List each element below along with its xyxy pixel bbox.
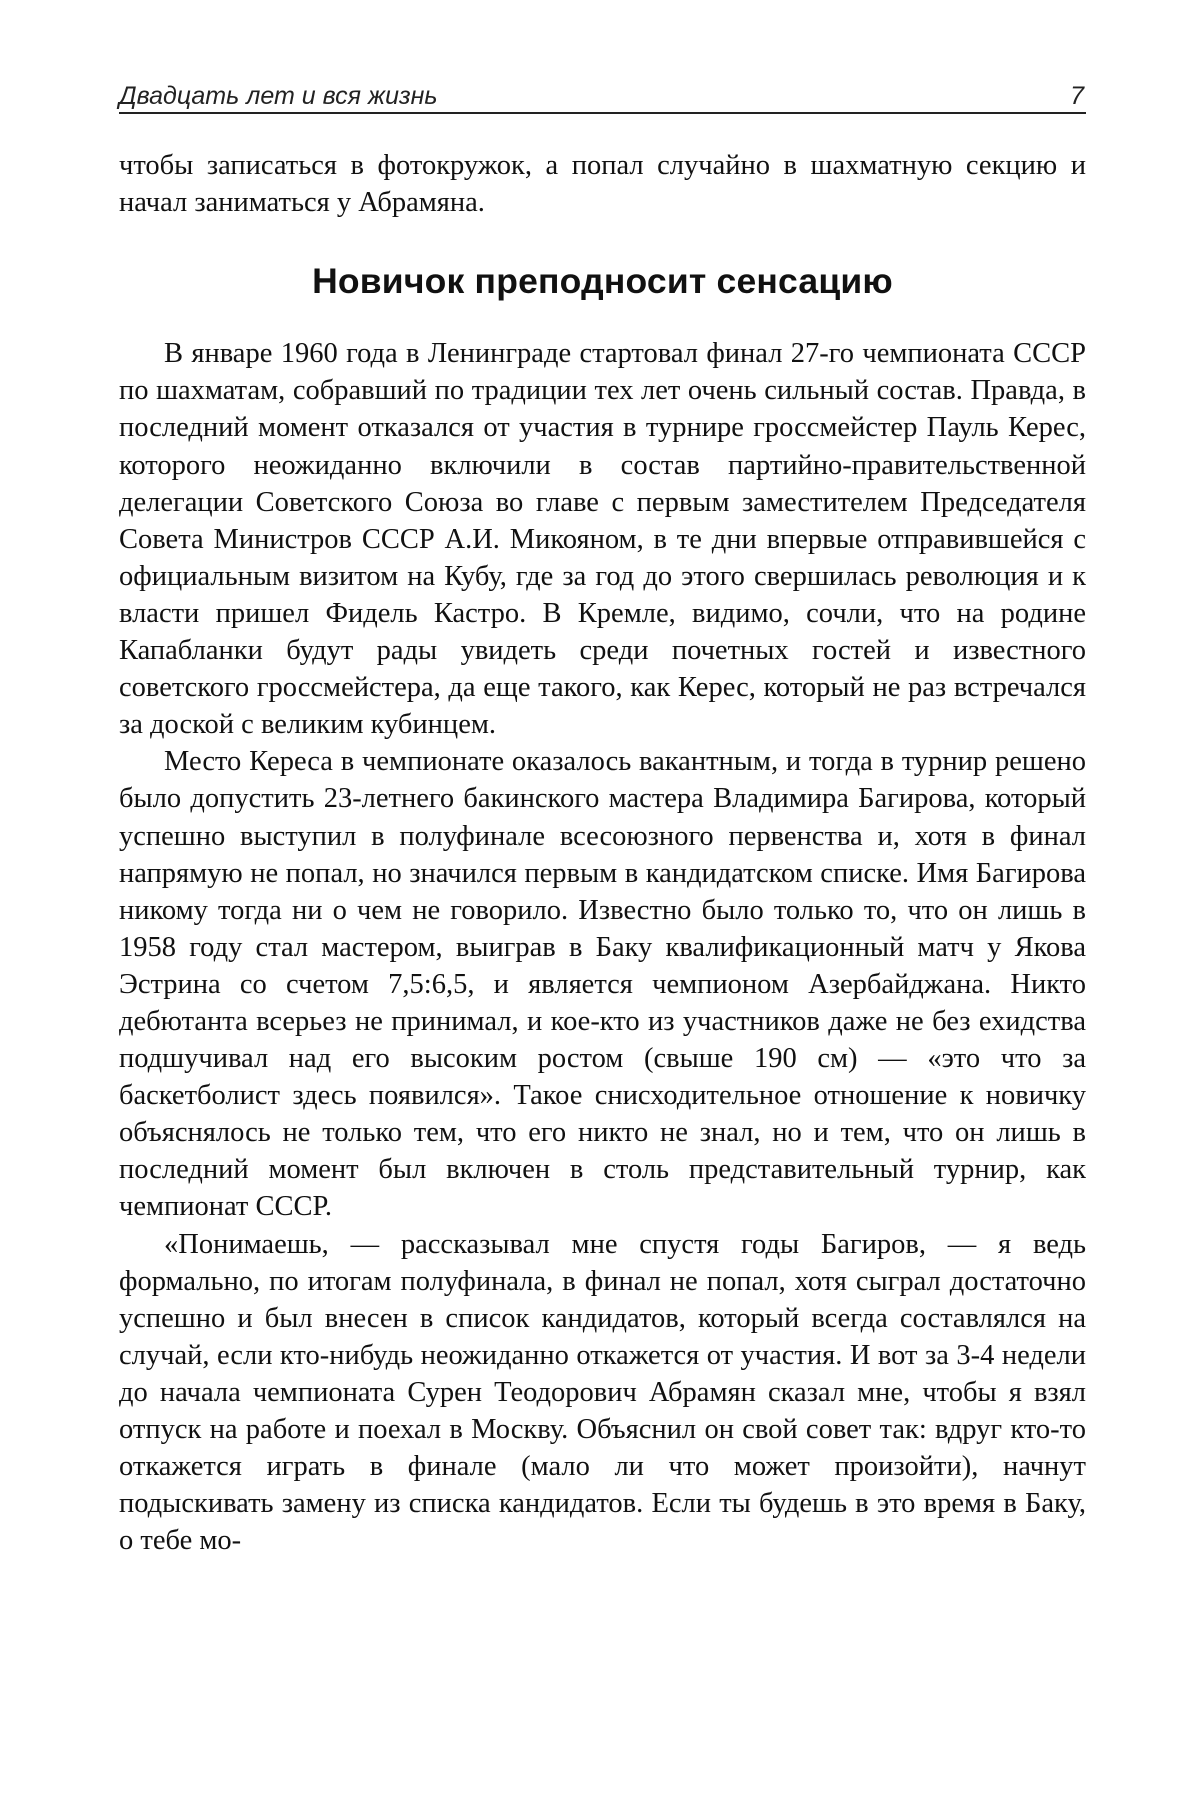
book-page	[119, 72, 1086, 1559]
paragraph: Место Кереса в чемпионате оказалось вакантным, и тогда в турнир решено было допустить 23-летнего бакинского мастера Владимира Багирова, который успешно выступил в полуфинале всесоюзного первенства и, хотя в финал напрямую не попал, но значился первым в кандидатском списке. Имя Багирова никому тогда ни о чем не говорило. Известно было только то, что он лишь в 1958 году стал мастером, выиграв в Баку квалификационный матч у Якова Эстрина со счетом 7,5:6,5, и является чемпионом Азербайджана. Никто дебютанта всерьез не принимал, и кое-кто из участников даже не без ехидства подшучивал над его высоким ростом (свыше 190 см) — «это что за баскетболист здесь появился». Такое снисходительное отношение к новичку объяснялось не только тем, что его никто не знал, но и тем, что он лишь в последний момент был включен в столь представительный турнир, как чемпионат СССР.	[119, 746, 1086, 1223]
page-number: 7	[1070, 82, 1084, 110]
paragraph: «Понимаешь, — рассказывал мне спустя годы Багиров, — я ведь формально, по итогам полуфинала, в финал не попал, хотя сыграл достаточно успешно и был внесен в список кандидатов, который всегда составлялся на случай, если кто-нибудь неожиданно откажется от участия. И вот за 3-4 недели до начала чемпионата Сурен Теодорович Абрамян сказал мне, чтобы я взял отпуск на работе и поехал в Москву. Объяснил он свой совет так: вдруг кто-то откажется играть в финале (мало ли что может произойти), начнут подыскивать замену из списка кандидатов. Если ты будешь в это время в Баку, о тебе мо-	[119, 1228, 1086, 1557]
paragraph: В январе 1960 года в Ленинграде стартовал финал 27-го чемпионата СССР по шахматам, собравший по традиции тех лет очень сильный состав. Правда, в последний момент отказался от участия в турнире гроссмейстер Пауль Керес, которого неожиданно включили в состав партийно-правительственной делегации Советского Союза во главе с первым заместителем Председателя Совета Министров СССР А.И. Микояном, в те дни впервые отправившейся с официальным визитом на Кубу, где за год до этого свершилась революция и к власти пришел Фидель Кастро. В Кремле, видимо, сочли, что на родине Капабланки будут рады увидеть среди почетных гостей и известного советского гроссмейстера, да еще такого, как Керес, который не раз встречался за доской с великим кубинцем.	[119, 338, 1086, 741]
section-heading: Новичок преподносит сенсацию	[312, 261, 893, 302]
page-body	[119, 147, 1086, 1559]
continued-paragraph: чтобы записаться в фотокружок, а попал случайно в шахматную секцию и начал заниматься у Абрамяна.	[119, 150, 1086, 219]
running-header	[119, 72, 1086, 114]
running-header-title: Двадцать лет и вся жизнь	[119, 82, 438, 110]
